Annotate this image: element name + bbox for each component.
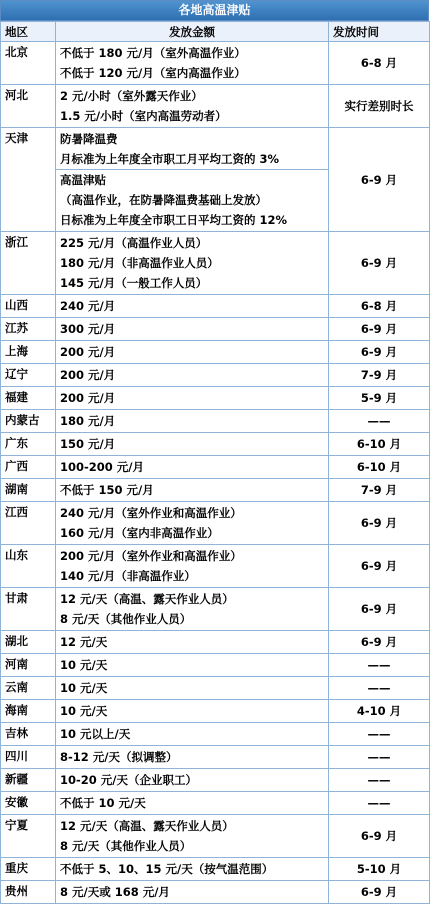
region-cell: 广东 (1, 433, 56, 456)
region-cell: 河南 (1, 654, 56, 677)
amount-cell (56, 545, 329, 588)
header-region: 地区 (1, 22, 56, 42)
amount-cell (56, 502, 329, 545)
region-cell: 山东 (1, 545, 56, 588)
amount-line: 180 元/月 (60, 414, 116, 428)
region-cell: 福建 (1, 387, 56, 410)
region-cell: 重庆 (1, 858, 56, 881)
amount-cell (56, 479, 329, 502)
amount-cell (56, 631, 329, 654)
table-row (1, 318, 430, 341)
table-row (1, 677, 430, 700)
amount-line: 12 元/天（高温、露天作业人员） (60, 819, 234, 833)
region-cell: 江西 (1, 502, 56, 545)
region-cell: 新疆 (1, 769, 56, 792)
time-cell: 6-10 月 (329, 456, 430, 479)
region-cell: 山西 (1, 295, 56, 318)
amount-line: 不低于 150 元/月 (60, 483, 154, 497)
amount-line: 8-12 元/天（拟调整） (60, 750, 178, 764)
amount-cell (56, 433, 329, 456)
amount-line: 240 元/月（室外作业和高温作业） (60, 506, 242, 520)
amount-line: 不低于 10 元/天 (60, 796, 146, 810)
amount-line: 10-20 元/天（企业职工） (60, 773, 197, 787)
table-row (1, 654, 430, 677)
time-cell: 6-8 月 (329, 42, 430, 85)
time-cell: 7-9 月 (329, 364, 430, 387)
amount-line: 8 元/天（其他作业人员） (60, 612, 192, 626)
amount-cell (56, 387, 329, 410)
amount-line: 240 元/月 (60, 299, 116, 313)
amount-line: 8 元/天（其他作业人员） (60, 839, 192, 853)
table-row (1, 341, 430, 364)
amount-cell (56, 295, 329, 318)
region-cell: 安徽 (1, 792, 56, 815)
time-cell: 5-9 月 (329, 387, 430, 410)
amount-line: 防暑降温费 (60, 132, 118, 146)
time-cell: 实行差别时长 (329, 85, 430, 128)
region-cell: 广西 (1, 456, 56, 479)
time-cell: 4-10 月 (329, 700, 430, 723)
time-cell: —— (329, 723, 430, 746)
amount-line: 100-200 元/月 (60, 460, 144, 474)
amount-cell (56, 232, 329, 295)
table-row (1, 295, 430, 318)
table-row (1, 232, 430, 295)
time-cell: 7-9 月 (329, 479, 430, 502)
region-cell: 宁夏 (1, 815, 56, 858)
amount-line: 12 元/天（高温、露天作业人员） (60, 592, 234, 606)
table-row (1, 815, 430, 858)
amount-cell (56, 318, 329, 341)
amount-line: 145 元/月（一般工作人员） (60, 276, 208, 290)
region-cell: 湖北 (1, 631, 56, 654)
amount-line: 不低于 120 元/月（室内高温作业） (60, 66, 246, 80)
table-row (1, 588, 430, 631)
table-row (1, 387, 430, 410)
time-cell: 6-9 月 (329, 631, 430, 654)
amount-line: （高温作业，在防暑降温费基础上发放） (60, 193, 267, 207)
amount-cell (56, 42, 329, 85)
region-cell: 吉林 (1, 723, 56, 746)
amount-line: 180 元/月（非高温作业人员） (60, 256, 219, 270)
time-cell: —— (329, 792, 430, 815)
region-cell: 四川 (1, 746, 56, 769)
amount-line: 150 元/月 (60, 437, 116, 451)
amount-cell (56, 654, 329, 677)
time-cell: 5-10 月 (329, 858, 430, 881)
table-row (1, 85, 430, 128)
amount-line: 8 元/天或 168 元/月 (60, 885, 170, 899)
amount-line: 日标准为上年度全市职工日平均工资的 12% (60, 213, 288, 227)
amount-cell (56, 723, 329, 746)
amount-line: 不低于 180 元/月（室外高温作业） (60, 46, 246, 60)
amount-line: 200 元/月（室外作业和高温作业） (60, 549, 242, 563)
time-cell: 6-9 月 (329, 545, 430, 588)
header-amount: 发放金额 (56, 22, 329, 42)
table-row (1, 723, 430, 746)
table-row (1, 631, 430, 654)
amount-line: 200 元/月 (60, 391, 116, 405)
amount-cell (56, 769, 329, 792)
amount-cell (56, 881, 329, 904)
time-cell: —— (329, 654, 430, 677)
amount-line: 160 元/月（室内非高温作业） (60, 526, 219, 540)
table-row (1, 858, 430, 881)
time-cell: —— (329, 769, 430, 792)
amount-cell (56, 341, 329, 364)
table-row (1, 42, 430, 85)
region-cell: 湖南 (1, 479, 56, 502)
amount-line: 不低于 5、10、15 元/天（按气温范围） (60, 862, 274, 876)
table-row (1, 456, 430, 479)
time-cell: 6-9 月 (329, 232, 430, 295)
table-row (1, 769, 430, 792)
table-row (1, 545, 430, 588)
amount-cell (56, 128, 329, 232)
amount-cell (56, 364, 329, 387)
region-cell: 云南 (1, 677, 56, 700)
amount-line: 200 元/月 (60, 368, 116, 382)
amount-line: 2 元/小时（室外露天作业） (60, 89, 203, 103)
time-cell: 6-9 月 (329, 815, 430, 858)
region-cell: 海南 (1, 700, 56, 723)
region-cell: 甘肃 (1, 588, 56, 631)
region-cell: 贵州 (1, 881, 56, 904)
region-cell: 江苏 (1, 318, 56, 341)
amount-cell (56, 588, 329, 631)
region-cell: 天津 (1, 128, 56, 232)
table-row (1, 410, 430, 433)
region-cell: 河北 (1, 85, 56, 128)
time-cell: —— (329, 746, 430, 769)
amount-line: 10 元/天 (60, 658, 108, 672)
table-row (1, 700, 430, 723)
time-cell: —— (329, 410, 430, 433)
table-row (1, 128, 430, 232)
amount-cell (56, 700, 329, 723)
time-cell: —— (329, 677, 430, 700)
amount-subsection (56, 169, 328, 230)
table-header-row (1, 22, 430, 42)
amount-line: 月标准为上年度全市职工月平均工资的 3% (60, 152, 280, 166)
amount-cell (56, 746, 329, 769)
time-cell: 6-9 月 (329, 502, 430, 545)
amount-cell (56, 792, 329, 815)
amount-line: 1.5 元/小时（室内高温劳动者） (60, 109, 227, 123)
table-body (1, 42, 430, 904)
amount-line: 10 元/天 (60, 704, 108, 718)
amount-cell (56, 858, 329, 881)
table-row (1, 502, 430, 545)
time-cell: 6-8 月 (329, 295, 430, 318)
region-cell: 上海 (1, 341, 56, 364)
time-cell: 6-9 月 (329, 318, 430, 341)
table-row (1, 746, 430, 769)
time-cell: 6-9 月 (329, 881, 430, 904)
region-cell: 辽宁 (1, 364, 56, 387)
table-row (1, 364, 430, 387)
amount-line: 10 元/天 (60, 681, 108, 695)
time-cell: 6-9 月 (329, 341, 430, 364)
amount-cell (56, 85, 329, 128)
region-cell: 浙江 (1, 232, 56, 295)
subsidy-table (0, 21, 430, 904)
amount-cell (56, 815, 329, 858)
table-title: 各地高温津贴 (0, 0, 429, 21)
amount-line: 12 元/天 (60, 635, 108, 649)
amount-line: 高温津贴 (60, 173, 106, 187)
time-cell: 6-9 月 (329, 588, 430, 631)
amount-line: 300 元/月 (60, 322, 116, 336)
region-cell: 内蒙古 (1, 410, 56, 433)
amount-line: 225 元/月（高温作业人员） (60, 236, 208, 250)
amount-line: 200 元/月 (60, 345, 116, 359)
amount-line: 140 元/月（非高温作业） (60, 569, 196, 583)
table-row (1, 433, 430, 456)
amount-cell (56, 456, 329, 479)
time-cell: 6-10 月 (329, 433, 430, 456)
amount-cell (56, 410, 329, 433)
amount-line: 10 元以上/天 (60, 727, 131, 741)
amount-cell (56, 677, 329, 700)
table-row (1, 479, 430, 502)
table-row (1, 792, 430, 815)
time-cell: 6-9 月 (329, 128, 430, 232)
table-row (1, 881, 430, 904)
region-cell: 北京 (1, 42, 56, 85)
header-time: 发放时间 (329, 22, 430, 42)
